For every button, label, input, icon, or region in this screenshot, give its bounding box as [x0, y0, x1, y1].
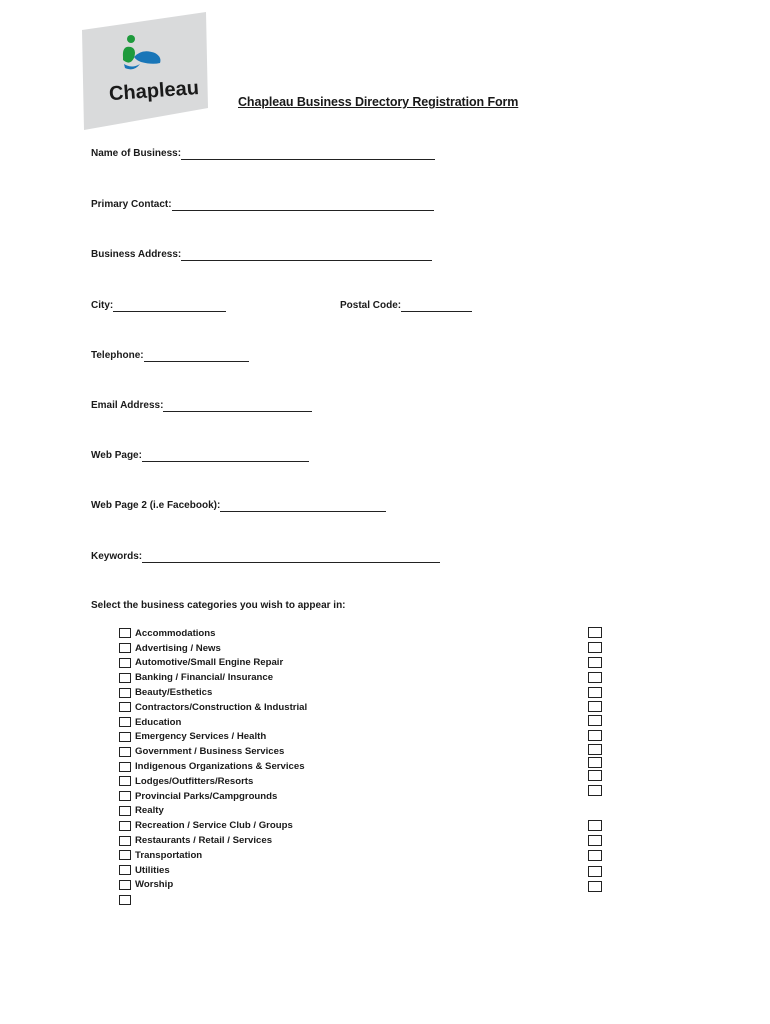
field-keywords[interactable] — [91, 549, 440, 563]
right-checkbox[interactable] — [588, 715, 602, 726]
logo-dot — [127, 35, 135, 43]
field-city[interactable] — [91, 298, 226, 312]
field-business-address[interactable] — [91, 247, 432, 261]
category-item[interactable] — [119, 833, 307, 848]
category-label: Banking / Financial/ Insurance — [135, 672, 274, 684]
right-checkbox[interactable] — [588, 785, 602, 796]
right-checkbox[interactable] — [588, 730, 602, 741]
right-checkbox[interactable] — [588, 627, 602, 638]
category-list — [119, 626, 307, 907]
categories-prompt: Select the business categories you wish to appear in: — [91, 600, 346, 611]
right-checkbox[interactable] — [588, 757, 602, 768]
logo-backdrop — [82, 12, 208, 130]
category-checkbox[interactable] — [119, 673, 131, 683]
category-item[interactable] — [119, 700, 307, 715]
category-label: Utilities — [135, 864, 170, 876]
category-label: Lodges/Outfitters/Resorts — [135, 775, 254, 787]
category-label: Advertising / News — [135, 642, 221, 654]
field-label: Email Address: — [91, 400, 164, 411]
category-checkbox[interactable] — [119, 747, 131, 757]
category-checkbox[interactable] — [119, 836, 131, 846]
category-label: Beauty/Esthetics — [135, 687, 213, 699]
field-postal-code[interactable] — [340, 298, 472, 312]
category-item[interactable] — [119, 789, 307, 804]
telephone-line[interactable] — [144, 351, 249, 362]
right-checkbox[interactable] — [588, 687, 602, 698]
category-item[interactable] — [119, 892, 307, 907]
field-label: Business Address: — [91, 249, 182, 260]
field-label: City: — [91, 300, 114, 311]
category-checkbox[interactable] — [119, 688, 131, 698]
category-item[interactable] — [119, 744, 307, 759]
category-label: Government / Business Services — [135, 746, 285, 758]
right-checkbox[interactable] — [588, 881, 602, 892]
category-checkbox[interactable] — [119, 702, 131, 712]
keywords-line[interactable] — [142, 552, 440, 563]
field-telephone[interactable] — [91, 348, 249, 362]
right-checkbox[interactable] — [588, 820, 602, 831]
category-item[interactable] — [119, 715, 307, 730]
category-label: Accommodations — [135, 627, 216, 639]
right-checkbox[interactable] — [588, 770, 602, 781]
category-checkbox[interactable] — [119, 717, 131, 727]
category-checkbox[interactable] — [119, 762, 131, 772]
category-label: Provincial Parks/Campgrounds — [135, 790, 278, 802]
category-label: Transportation — [135, 849, 203, 861]
category-item[interactable] — [119, 641, 307, 656]
category-item[interactable] — [119, 626, 307, 641]
field-primary-contact[interactable] — [91, 197, 434, 211]
category-label: Worship — [135, 879, 174, 891]
field-web-page-2[interactable] — [91, 498, 386, 512]
category-checkbox[interactable] — [119, 865, 131, 875]
right-checkbox[interactable] — [588, 672, 602, 683]
category-item[interactable] — [119, 818, 307, 833]
category-checkbox[interactable] — [119, 776, 131, 786]
category-checkbox[interactable] — [119, 806, 131, 816]
city-line[interactable] — [113, 301, 226, 312]
category-checkbox[interactable] — [119, 821, 131, 831]
form-title: Chapleau Business Directory Registration Form — [238, 95, 519, 109]
category-item[interactable] — [119, 804, 307, 819]
primary-contact-line[interactable] — [172, 200, 434, 211]
field-email-address[interactable] — [91, 398, 312, 412]
field-name-of-business[interactable] — [91, 146, 435, 160]
right-checkbox[interactable] — [588, 866, 602, 877]
right-checkbox[interactable] — [588, 657, 602, 668]
category-item[interactable] — [119, 848, 307, 863]
right-checkbox[interactable] — [588, 835, 602, 846]
chapleau-logo — [82, 12, 208, 130]
name-of-business-line[interactable] — [181, 149, 435, 160]
field-label: Web Page: — [91, 450, 142, 461]
category-item[interactable] — [119, 878, 307, 893]
category-label: Emergency Services / Health — [135, 731, 267, 743]
field-label: Postal Code: — [340, 300, 402, 311]
field-label: Telephone: — [91, 350, 144, 361]
category-item[interactable] — [119, 670, 307, 685]
category-label: Contractors/Construction & Industrial — [135, 701, 308, 713]
field-label: Primary Contact: — [91, 199, 172, 210]
category-item[interactable] — [119, 774, 307, 789]
business-address-line[interactable] — [181, 250, 432, 261]
category-item[interactable] — [119, 759, 307, 774]
category-label: Indigenous Organizations & Services — [135, 761, 305, 773]
category-checkbox[interactable] — [119, 880, 131, 890]
category-label: Restaurants / Retail / Services — [135, 835, 273, 847]
category-checkbox[interactable] — [119, 643, 131, 653]
logo-text: Chapleau — [108, 77, 200, 106]
category-item[interactable] — [119, 730, 307, 745]
category-checkbox[interactable] — [119, 791, 131, 801]
category-label: Realty — [135, 805, 164, 817]
category-label: Automotive/Small Engine Repair — [135, 657, 284, 669]
category-checkbox[interactable] — [119, 895, 131, 905]
field-label: Web Page 2 (i.e Facebook): — [91, 500, 221, 511]
right-checkbox[interactable] — [588, 701, 602, 712]
right-checkbox[interactable] — [588, 850, 602, 861]
field-label: Keywords: — [91, 551, 143, 562]
field-web-page[interactable] — [91, 448, 309, 462]
postal-code-line[interactable] — [401, 301, 472, 312]
email-address-line[interactable] — [163, 401, 312, 412]
right-checkbox[interactable] — [588, 642, 602, 653]
category-checkbox[interactable] — [119, 628, 131, 638]
category-item[interactable] — [119, 656, 307, 671]
category-item[interactable] — [119, 863, 307, 878]
right-checkbox[interactable] — [588, 744, 602, 755]
web-page-2-line[interactable] — [220, 501, 386, 512]
web-page-line[interactable] — [142, 451, 309, 462]
category-checkbox[interactable] — [119, 850, 131, 860]
category-checkbox[interactable] — [119, 658, 131, 668]
category-item[interactable] — [119, 685, 307, 700]
category-label: Education — [135, 716, 182, 728]
category-label: Recreation / Service Club / Groups — [135, 820, 293, 832]
field-label: Name of Business: — [91, 148, 182, 159]
category-checkbox[interactable] — [119, 732, 131, 742]
